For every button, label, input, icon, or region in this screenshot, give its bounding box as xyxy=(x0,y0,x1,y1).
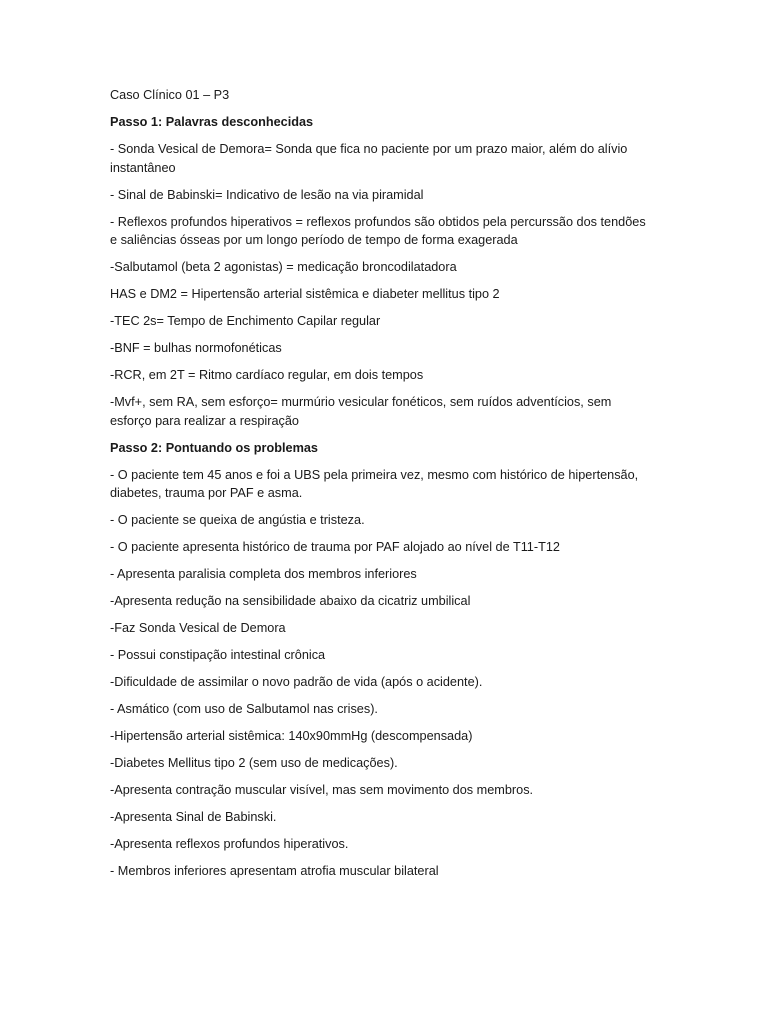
passo2-item: -Apresenta reflexos profundos hiperativos. xyxy=(110,837,349,851)
passo1-item: - Reflexos profundos hiperativos = reflexos profundos são obtidos pela percurssão dos tendões e saliências ósseas por um longo período de tempo de forma exagerada xyxy=(110,214,646,247)
passo2-item: -Hipertensão arterial sistêmica: 140x90mmHg (descompensada) xyxy=(110,729,473,743)
passo2-item: - Asmático (com uso de Salbutamol nas crises). xyxy=(110,702,378,716)
passo1-heading: Passo 1: Palavras desconhecidas xyxy=(110,115,314,129)
passo2-list xyxy=(110,466,655,881)
passo2-item: -Dificuldade de assimilar o novo padrão de vida (após o acidente). xyxy=(110,675,483,689)
passo2-item: - Possui constipação intestinal crônica xyxy=(110,648,326,662)
passo2-item: -Apresenta redução na sensibilidade abaixo da cicatriz umbilical xyxy=(110,594,471,608)
passo2-item: -Diabetes Mellitus tipo 2 (sem uso de medicações). xyxy=(110,756,398,770)
passo2-item: - O paciente apresenta histórico de trauma por PAF alojado ao nível de T11-T12 xyxy=(110,540,560,554)
passo1-item: -TEC 2s= Tempo de Enchimento Capilar regular xyxy=(110,314,381,328)
passo1-list xyxy=(110,140,655,430)
passo2-item: -Faz Sonda Vesical de Demora xyxy=(110,621,286,635)
passo2-item: - O paciente tem 45 anos e foi a UBS pela primeira vez, mesmo com histórico de hipertensão, diabetes, trauma por PAF e asma. xyxy=(110,467,639,500)
passo1-item: -RCR, em 2T = Ritmo cardíaco regular, em dois tempos xyxy=(110,368,424,382)
passo2-heading: Passo 2: Pontuando os problemas xyxy=(110,440,318,455)
passo2-item: - Membros inferiores apresentam atrofia muscular bilateral xyxy=(110,864,439,878)
passo2-item: -Apresenta contração muscular visível, mas sem movimento dos membros. xyxy=(110,783,534,797)
document-title: Caso Clínico 01 – P3 xyxy=(110,88,230,102)
passo1-item: - Sinal de Babinski= Indicativo de lesão na via piramidal xyxy=(110,187,424,202)
passo1-item: -BNF = bulhas normofonéticas xyxy=(110,341,282,355)
passo2-item: - Apresenta paralisia completa dos membros inferiores xyxy=(110,567,417,581)
passo1-item: HAS e DM2 = Hipertensão arterial sistêmica e diabeter mellitus tipo 2 xyxy=(110,287,500,301)
passo1-item: -Mvf+, sem RA, sem esforço= murmúrio vesicular fonéticos, sem ruídos adventícios, sem esforço para realizar a respiração xyxy=(110,395,612,428)
passo2-item: -Apresenta Sinal de Babinski. xyxy=(110,810,277,824)
document-page xyxy=(110,86,655,889)
passo1-item: - Sonda Vesical de Demora= Sonda que fica no paciente por um prazo maior, além do alívio instantâneo xyxy=(110,142,628,175)
passo2-item: - O paciente se queixa de angústia e tristeza. xyxy=(110,513,365,527)
passo1-item: -Salbutamol (beta 2 agonistas) = medicação broncodilatadora xyxy=(110,260,457,274)
